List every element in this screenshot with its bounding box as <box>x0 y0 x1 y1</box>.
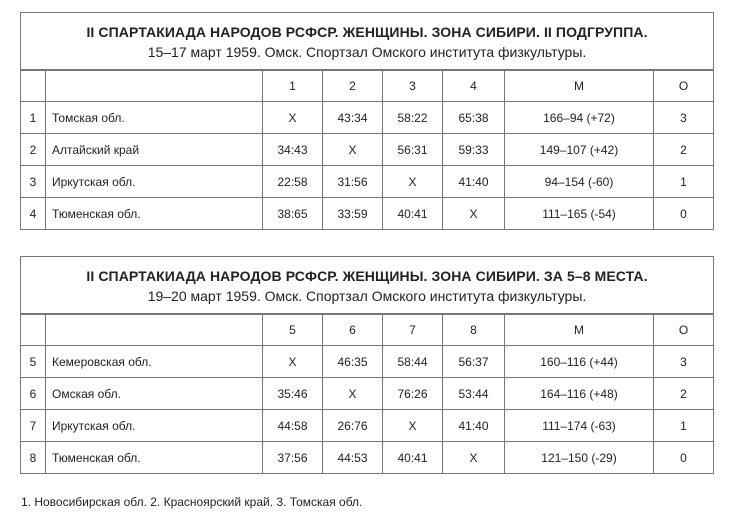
score-cell: 76:26 <box>383 378 443 410</box>
score-cell: 35:46 <box>263 378 323 410</box>
team-cell: Томская обл. <box>46 102 263 134</box>
rank-cell: 5 <box>21 346 46 378</box>
header-cell: 6 <box>323 314 383 346</box>
table-row <box>21 410 714 442</box>
score-cell: 44:53 <box>323 442 383 474</box>
score-cell: X <box>263 102 323 134</box>
table-title-cell <box>21 257 714 315</box>
rank-cell: 1 <box>21 102 46 134</box>
header-row <box>21 70 714 102</box>
header-cell: М <box>505 70 654 102</box>
score-cell: X <box>443 442 505 474</box>
score-cell: 41:40 <box>443 166 505 198</box>
points-diff-cell: 164–116 (+48) <box>505 378 654 410</box>
total-points-cell: 0 <box>654 198 714 230</box>
table-row <box>21 442 714 474</box>
team-cell: Иркутская обл. <box>46 410 263 442</box>
score-cell: 26:76 <box>323 410 383 442</box>
table-row <box>21 134 714 166</box>
table-title: II СПАРТАКИАДА НАРОДОВ РСФСР. ЖЕНЩИНЫ. ЗОНА СИБИРИ. ЗА 5–8 МЕСТА. <box>86 268 648 284</box>
header-cell <box>46 70 263 102</box>
header-cell: 7 <box>383 314 443 346</box>
header-cell <box>21 314 46 346</box>
points-diff-cell: 94–154 (-60) <box>505 166 654 198</box>
table-row <box>21 378 714 410</box>
header-cell: 8 <box>443 314 505 346</box>
score-cell: 58:22 <box>383 102 443 134</box>
score-cell: X <box>443 198 505 230</box>
header-cell: 5 <box>263 314 323 346</box>
score-cell: 41:40 <box>443 410 505 442</box>
points-diff-cell: 149–107 (+42) <box>505 134 654 166</box>
team-cell: Иркутская обл. <box>46 166 263 198</box>
score-cell: 31:56 <box>323 166 383 198</box>
team-cell: Тюменская обл. <box>46 198 263 230</box>
header-cell: О <box>654 314 714 346</box>
rank-cell: 6 <box>21 378 46 410</box>
table-row <box>21 166 714 198</box>
header-cell: 3 <box>383 70 443 102</box>
total-points-cell: 2 <box>654 134 714 166</box>
score-cell: 43:34 <box>323 102 383 134</box>
header-row <box>21 314 714 346</box>
points-diff-cell: 166–94 (+72) <box>505 102 654 134</box>
total-points-cell: 3 <box>654 102 714 134</box>
team-cell: Тюменская обл. <box>46 442 263 474</box>
group-results-table <box>20 12 714 230</box>
final-standings-footnote: 1. Новосибирская обл. 2. Красноярский край. 3. Томская обл. <box>21 495 363 509</box>
score-cell: 37:56 <box>263 442 323 474</box>
score-cell: X <box>263 346 323 378</box>
table-title: II СПАРТАКИАДА НАРОДОВ РСФСР. ЖЕНЩИНЫ. ЗОНА СИБИРИ. II ПОДГРУППА. <box>86 24 648 40</box>
score-cell: 56:37 <box>443 346 505 378</box>
score-cell: 40:41 <box>383 442 443 474</box>
score-cell: X <box>323 134 383 166</box>
score-cell: X <box>383 410 443 442</box>
score-cell: 44:58 <box>263 410 323 442</box>
score-cell: 34:43 <box>263 134 323 166</box>
header-cell: 1 <box>263 70 323 102</box>
table-row <box>21 102 714 134</box>
table-subtitle: 15–17 март 1959. Омск. Спортзал Омского института физкультуры. <box>147 44 587 60</box>
header-cell <box>46 314 263 346</box>
total-points-cell: 0 <box>654 442 714 474</box>
team-cell: Кемеровская обл. <box>46 346 263 378</box>
score-cell: 38:65 <box>263 198 323 230</box>
score-cell: 46:35 <box>323 346 383 378</box>
table-title-cell <box>21 13 714 71</box>
header-cell: 2 <box>323 70 383 102</box>
score-cell: X <box>383 166 443 198</box>
header-cell: 4 <box>443 70 505 102</box>
score-cell: 33:59 <box>323 198 383 230</box>
team-cell: Омская обл. <box>46 378 263 410</box>
score-cell: 53:44 <box>443 378 505 410</box>
rank-cell: 3 <box>21 166 46 198</box>
table-subtitle: 19–20 март 1959. Омск. Спортзал Омского института физкультуры. <box>147 288 587 304</box>
points-diff-cell: 121–150 (-29) <box>505 442 654 474</box>
rank-cell: 7 <box>21 410 46 442</box>
rank-cell: 8 <box>21 442 46 474</box>
score-cell: 22:58 <box>263 166 323 198</box>
points-diff-cell: 111–174 (-63) <box>505 410 654 442</box>
header-cell: О <box>654 70 714 102</box>
placement-results-table <box>20 256 714 474</box>
table-row <box>21 346 714 378</box>
score-cell: 56:31 <box>383 134 443 166</box>
total-points-cell: 3 <box>654 346 714 378</box>
total-points-cell: 2 <box>654 378 714 410</box>
header-cell: М <box>505 314 654 346</box>
rank-cell: 4 <box>21 198 46 230</box>
header-cell <box>21 70 46 102</box>
score-cell: 65:38 <box>443 102 505 134</box>
total-points-cell: 1 <box>654 166 714 198</box>
points-diff-cell: 111–165 (-54) <box>505 198 654 230</box>
score-cell: 59:33 <box>443 134 505 166</box>
rank-cell: 2 <box>21 134 46 166</box>
points-diff-cell: 160–116 (+44) <box>505 346 654 378</box>
team-cell: Алтайский край <box>46 134 263 166</box>
score-cell: 58:44 <box>383 346 443 378</box>
score-cell: X <box>323 378 383 410</box>
table-row <box>21 198 714 230</box>
score-cell: 40:41 <box>383 198 443 230</box>
total-points-cell: 1 <box>654 410 714 442</box>
